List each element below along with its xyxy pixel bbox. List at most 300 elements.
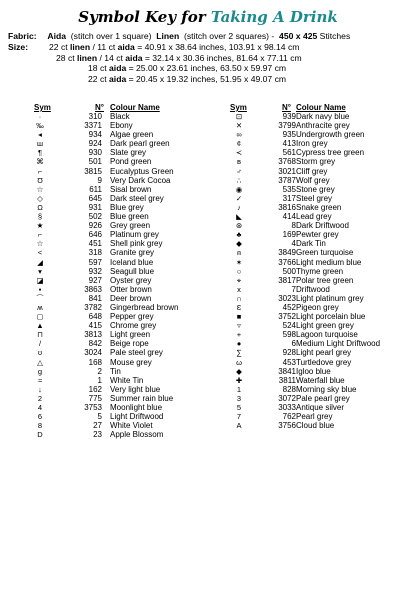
stitch-symbol: ≈	[37, 375, 43, 385]
floss-number: 5	[97, 412, 102, 422]
floss-number: 926	[88, 221, 102, 231]
colour-name: Dark navy blue	[296, 112, 350, 121]
floss-number: 502	[88, 212, 102, 222]
stitch-symbol: ʙ	[237, 157, 241, 167]
colour-name: Gingerbread brown	[110, 302, 179, 312]
colour-name: Anthracite grey	[296, 121, 350, 131]
fabric-info	[8, 31, 412, 85]
stitch-symbol: 8	[37, 421, 43, 431]
colour-row	[210, 321, 416, 330]
floss-number: 3371	[84, 121, 102, 131]
colour-name: Green turquoise	[296, 248, 354, 258]
colour-name: Black	[110, 112, 130, 121]
floss-number: 310	[88, 112, 102, 121]
fabric-linen-note: (stitch over 2 squares) -	[184, 31, 275, 41]
colour-name: Dark Driftwood	[296, 221, 349, 231]
colour-name: Moonlight blue	[110, 403, 163, 412]
stitch-symbol: 7	[236, 412, 242, 422]
title-pattern-name: Taking A Drink	[210, 8, 338, 26]
colour-row	[0, 258, 210, 267]
colour-row	[210, 385, 416, 394]
colour-row	[0, 203, 210, 212]
floss-number: 318	[88, 248, 102, 258]
floss-number: 3849	[278, 248, 296, 258]
colour-name: Undergrowth green	[296, 130, 365, 140]
colour-name: Pond green	[110, 157, 152, 167]
colour-name: Polar tree green	[296, 275, 354, 285]
colour-row	[0, 285, 210, 294]
floss-number: 775	[88, 393, 102, 403]
stitch-symbol: ‰	[36, 121, 44, 131]
floss-number: 828	[282, 384, 296, 394]
colour-row	[210, 130, 416, 139]
stitch-symbol: ★	[36, 221, 44, 231]
right-header-num: N°	[282, 103, 291, 112]
size-row-3	[8, 63, 412, 74]
stitch-symbol: x	[237, 284, 241, 294]
fabric-aida: Aida	[47, 31, 67, 41]
colour-row	[0, 239, 210, 248]
colour-name: Pigeon grey	[296, 302, 339, 312]
stitch-symbol: ≺	[235, 148, 243, 158]
stitch-symbol: ▿	[237, 321, 241, 331]
floss-number: 451	[88, 239, 102, 249]
stitch-symbol: ◣	[236, 212, 242, 222]
size-1-dims: = 40.91 x 38.64 inches, 103.91 x 98.14 cm	[134, 41, 300, 52]
colour-name: White Violet	[110, 421, 153, 431]
colour-row	[0, 276, 210, 285]
stitch-symbol: +	[236, 330, 242, 340]
stitch-symbol: ♪	[237, 202, 241, 212]
colour-name: Snake green	[296, 202, 342, 212]
stitch-symbol: ●	[236, 339, 242, 349]
colour-row	[0, 294, 210, 303]
left-header-name: Colour Name	[110, 103, 160, 112]
stitch-symbol: ⊛	[235, 221, 243, 231]
colour-row	[210, 203, 416, 212]
colour-row	[0, 394, 210, 403]
colour-name: Beige rope	[110, 339, 149, 349]
colour-name: Wolf grey	[296, 175, 330, 185]
colour-row	[210, 312, 416, 321]
colour-name: Pepper grey	[110, 312, 154, 322]
floss-number: 168	[88, 357, 102, 367]
stitch-symbol: Ω	[37, 202, 43, 212]
colour-row	[210, 276, 416, 285]
floss-number: 162	[88, 384, 102, 394]
floss-number: 23	[93, 430, 102, 440]
floss-number: 3024	[84, 348, 102, 358]
colour-name: Storm grey	[296, 157, 336, 167]
colour-row	[0, 221, 210, 230]
colour-row	[0, 230, 210, 239]
colour-row	[0, 194, 210, 203]
stitch-symbol: ∴	[236, 175, 242, 185]
colour-row	[210, 303, 416, 312]
colour-row	[210, 239, 416, 248]
colour-row	[210, 294, 416, 303]
floss-number: 3756	[278, 421, 296, 431]
floss-number: 842	[88, 339, 102, 349]
floss-number: 413	[282, 139, 296, 149]
colour-name: Cloud blue	[296, 421, 335, 431]
stitch-symbol: Ʊ	[37, 175, 43, 185]
colour-row	[0, 121, 210, 130]
colour-name: Pearl grey	[296, 412, 333, 422]
colour-row	[210, 139, 416, 148]
stitch-symbol: ♣	[236, 230, 242, 240]
size-4-dims: = 20.45 x 19.32 inches, 51.95 x 49.07 cm	[126, 74, 287, 85]
size-row-2	[8, 53, 412, 64]
size-4-ct: 22 ct	[88, 74, 110, 85]
floss-number: 9	[97, 175, 102, 185]
floss-number: 930	[88, 148, 102, 158]
colour-row	[210, 358, 416, 367]
colour-row	[0, 185, 210, 194]
floss-number: 501	[88, 157, 102, 167]
colour-name: Summer rain blue	[110, 393, 174, 403]
fabric-aida-note: (stitch over 1 square)	[70, 31, 152, 41]
colour-row	[210, 248, 416, 257]
colour-row	[0, 312, 210, 321]
stitch-symbol: 6	[37, 412, 43, 422]
colour-name: Stone grey	[296, 184, 335, 194]
floss-number: 3752	[278, 312, 296, 322]
floss-number: 3768	[278, 157, 296, 167]
stitch-symbol: D	[37, 430, 43, 440]
colour-row	[210, 194, 416, 203]
colour-row	[210, 394, 416, 403]
floss-number: 3787	[278, 175, 296, 185]
colour-name: Light green	[110, 330, 151, 340]
floss-number: 924	[88, 139, 102, 149]
stitch-symbol: ✶	[235, 257, 243, 267]
colour-row	[210, 212, 416, 221]
stitch-symbol: ▪	[38, 284, 42, 294]
left-header-num: N°	[95, 103, 104, 112]
size-row-4	[8, 74, 412, 85]
floss-number: 645	[88, 193, 102, 203]
floss-number: 3815	[84, 166, 102, 176]
right-header-sym: Sym	[230, 103, 247, 112]
colour-name: Dark Tin	[296, 239, 326, 249]
floss-number: 935	[282, 130, 296, 140]
colour-name: Slate grey	[110, 148, 147, 158]
size-1-linen: linen	[70, 41, 91, 52]
colour-row	[0, 248, 210, 257]
stitch-symbol: △	[37, 357, 43, 367]
colour-row	[210, 403, 416, 412]
colour-row	[0, 212, 210, 221]
colour-row	[0, 167, 210, 176]
stitch-symbol: ⊓	[37, 330, 43, 340]
stitch-symbol: §	[37, 212, 43, 222]
floss-number: 931	[88, 202, 102, 212]
stitch-symbol: ⌐	[37, 230, 43, 240]
colour-row	[0, 358, 210, 367]
floss-number: 414	[282, 212, 296, 222]
colour-name: Light green grey	[296, 321, 354, 331]
stitch-count: 450 x 425	[279, 31, 318, 41]
colour-name: Cliff grey	[296, 166, 328, 176]
colour-row	[210, 412, 416, 421]
stitch-symbol: ♂	[236, 166, 242, 176]
colour-name: Ebony	[110, 121, 133, 131]
floss-number: 561	[282, 148, 296, 158]
size-2-dims: = 32.14 x 30.36 inches, 81.64 x 77.11 cm	[142, 52, 302, 63]
floss-number: 939	[282, 112, 296, 121]
colour-name: Pale pearl grey	[296, 393, 350, 403]
size-3-aida: aida	[109, 63, 127, 74]
colour-row	[0, 385, 210, 394]
fabric-label: Fabric:	[8, 31, 37, 41]
colour-row	[0, 403, 210, 412]
colour-row	[210, 185, 416, 194]
stitches-word: Stitches	[319, 31, 351, 41]
stitch-symbol: ∞	[236, 130, 242, 140]
colour-row	[0, 267, 210, 276]
colour-row	[0, 430, 210, 439]
fabric-row	[8, 31, 412, 42]
colour-name: Thyme green	[296, 266, 344, 276]
colour-name: Driftwood	[296, 284, 330, 294]
colour-row	[0, 412, 210, 421]
floss-number: 317	[282, 193, 296, 203]
floss-number: 524	[282, 321, 296, 331]
size-1-aida: aida	[117, 41, 135, 52]
colour-row	[0, 176, 210, 185]
stitch-symbol: ✚	[235, 375, 243, 385]
floss-number: 3841	[278, 366, 296, 376]
size-3-ct: 18 ct	[88, 63, 110, 74]
stitch-symbol: ○	[236, 266, 242, 276]
colour-name: Pewter grey	[296, 230, 339, 240]
floss-number: 934	[88, 130, 102, 140]
colour-name: Chrome grey	[110, 321, 157, 331]
colour-name: Grey green	[110, 221, 151, 231]
floss-number: 1	[97, 375, 102, 385]
stitch-symbol: 3	[236, 393, 242, 403]
colour-row	[0, 348, 210, 357]
floss-number: 8	[291, 221, 296, 231]
right-header-name: Colour Name	[296, 103, 346, 112]
floss-number: 500	[282, 266, 296, 276]
floss-number: 3782	[84, 302, 102, 312]
floss-number: 648	[88, 312, 102, 322]
size-1-ct: 22 ct	[49, 41, 71, 52]
floss-number: 927	[88, 275, 102, 285]
floss-number: 597	[88, 257, 102, 267]
stitch-symbol: ʊ	[37, 348, 43, 358]
stitch-symbol: ◪	[36, 275, 44, 285]
stitch-symbol: ◆	[236, 239, 242, 249]
colour-name: Pale steel grey	[110, 348, 163, 358]
colour-row	[210, 112, 416, 121]
colour-row	[0, 330, 210, 339]
colour-row	[0, 130, 210, 139]
floss-number: 3766	[278, 257, 296, 267]
floss-number: 27	[93, 421, 102, 431]
colour-row	[210, 421, 416, 430]
floss-number: 3753	[84, 403, 102, 412]
stitch-symbol: ☆	[36, 239, 44, 249]
colour-name: Light platinum grey	[296, 293, 364, 303]
stitch-symbol: ⍝	[236, 248, 242, 258]
stitch-symbol: ω	[236, 357, 242, 367]
stitch-symbol: ш	[36, 139, 44, 149]
colour-name: Eucalyptus Green	[110, 166, 174, 176]
floss-number: 3813	[84, 330, 102, 340]
floss-number: 3023	[278, 293, 296, 303]
floss-number: 762	[282, 412, 296, 422]
colour-name: Granite grey	[110, 248, 155, 258]
stitch-symbol: ✓	[235, 193, 243, 203]
colour-row	[210, 157, 416, 166]
colour-row	[0, 112, 210, 121]
floss-number: 3816	[278, 202, 296, 212]
page-title	[0, 8, 416, 26]
size-4-aida: aida	[109, 74, 127, 85]
colour-name: Medium Light Driftwood	[296, 339, 381, 349]
colour-name: Apple Blossom	[110, 430, 164, 440]
size-3-dims: = 25.00 x 23.61 inches, 63.50 x 59.97 cm	[126, 63, 287, 74]
colour-name: Very Dark Cocoa	[110, 175, 171, 185]
stitch-symbol: ↓	[38, 384, 42, 394]
colour-name: Morning sky blue	[296, 384, 357, 394]
colour-name: Light pearl grey	[296, 348, 352, 358]
colour-name: Blue green	[110, 212, 149, 222]
colour-name: Mouse grey	[110, 357, 152, 367]
stitch-symbol: ⌘	[36, 157, 44, 167]
colour-name: Steel grey	[296, 193, 333, 203]
colour-row	[210, 367, 416, 376]
floss-number: 928	[282, 348, 296, 358]
colour-row	[0, 376, 210, 385]
colour-name: Iceland blue	[110, 257, 154, 267]
colour-row	[210, 167, 416, 176]
colour-name: Platinum grey	[110, 230, 159, 240]
colour-name: White Tin	[110, 375, 144, 385]
size-2-aida: aida	[125, 52, 143, 63]
floss-number: 3799	[278, 121, 296, 131]
stitch-symbol: 5	[236, 403, 242, 412]
stitch-symbol: ▾	[38, 266, 42, 276]
colour-name: Light medium blue	[296, 257, 362, 267]
stitch-symbol: ◇	[37, 193, 43, 203]
colour-row	[210, 285, 416, 294]
colour-name: Seagull blue	[110, 266, 155, 276]
floss-number: 3811	[278, 375, 296, 385]
stitch-symbol: ◂	[38, 130, 42, 140]
floss-number: 841	[88, 293, 102, 303]
floss-number: 3817	[278, 275, 296, 285]
stitch-symbol: ʍ	[37, 302, 43, 312]
colour-row	[0, 339, 210, 348]
colour-name: Light Driftwood	[110, 412, 164, 422]
fabric-linen: Linen	[156, 31, 180, 41]
floss-number: 611	[89, 184, 102, 194]
colour-name: Iron grey	[296, 139, 328, 149]
colour-name: Turtledove grey	[296, 357, 352, 367]
stitch-symbol: 1	[236, 384, 242, 394]
floss-number: 169	[282, 230, 296, 240]
stitch-symbol: ⌒	[36, 293, 44, 303]
stitch-symbol: 2	[37, 393, 43, 403]
colour-row	[0, 148, 210, 157]
stitch-symbol: ¶	[37, 148, 43, 158]
stitch-symbol: ◢	[37, 257, 43, 267]
title-prefix: Symbol Key for	[78, 8, 211, 26]
floss-number: 415	[88, 321, 102, 331]
colour-row	[210, 267, 416, 276]
stitch-symbol: ☆	[36, 184, 44, 194]
floss-number: 3072	[278, 393, 296, 403]
colour-name: Antique silver	[296, 403, 345, 412]
floss-number: 6	[291, 339, 296, 349]
floss-number: 3021	[278, 166, 296, 176]
floss-number: 3863	[84, 284, 102, 294]
stitch-symbol: ✕	[235, 121, 243, 131]
stitch-symbol: ▲	[36, 321, 44, 331]
stitch-symbol: 4	[37, 403, 43, 412]
stitch-symbol: ∑	[236, 348, 242, 358]
stitch-symbol: /	[38, 339, 42, 349]
colour-row	[0, 421, 210, 430]
stitch-symbol: ■	[236, 312, 242, 322]
colour-name: Otter brown	[110, 284, 152, 294]
colour-row	[210, 148, 416, 157]
size-1-ct2: / 11 ct	[90, 41, 118, 52]
colour-name: Oyster grey	[110, 275, 152, 285]
colour-name: Tin	[110, 366, 121, 376]
colour-name: Light porcelain blue	[296, 312, 366, 322]
left-header-sym: Sym	[34, 103, 51, 112]
colour-name: Igloo blue	[296, 366, 331, 376]
colour-row	[210, 221, 416, 230]
colour-name: Blue grey	[110, 202, 144, 212]
floss-number: 932	[88, 266, 102, 276]
size-2-ct: 28 ct	[56, 52, 78, 63]
colour-row	[0, 157, 210, 166]
stitch-symbol: Ɛ	[236, 302, 242, 312]
stitch-symbol: ¢	[236, 139, 242, 149]
colour-name: Dark pearl green	[110, 139, 170, 149]
colour-row	[210, 376, 416, 385]
floss-number: 453	[282, 357, 296, 367]
colour-name: Waterfall blue	[296, 375, 345, 385]
colour-row	[210, 348, 416, 357]
floss-number: 452	[282, 302, 296, 312]
colour-row	[210, 230, 416, 239]
colour-row	[210, 258, 416, 267]
size-2-ct2: / 14 ct	[97, 52, 126, 63]
floss-number: 4	[291, 239, 296, 249]
colour-name: Deer brown	[110, 293, 152, 303]
colour-row	[210, 339, 416, 348]
colour-name: Lead grey	[296, 212, 332, 222]
size-label: Size:	[8, 41, 29, 52]
stitch-symbol: <	[37, 248, 43, 258]
stitch-symbol: ·	[38, 112, 42, 121]
stitch-symbol: ⌐	[37, 166, 43, 176]
colour-name: Sisal brown	[110, 184, 152, 194]
colour-row	[0, 139, 210, 148]
colour-row	[210, 121, 416, 130]
colour-name: Cypress tree green	[296, 148, 365, 158]
stitch-symbol: A	[236, 421, 242, 431]
colour-row	[0, 367, 210, 376]
colour-row	[210, 330, 416, 339]
